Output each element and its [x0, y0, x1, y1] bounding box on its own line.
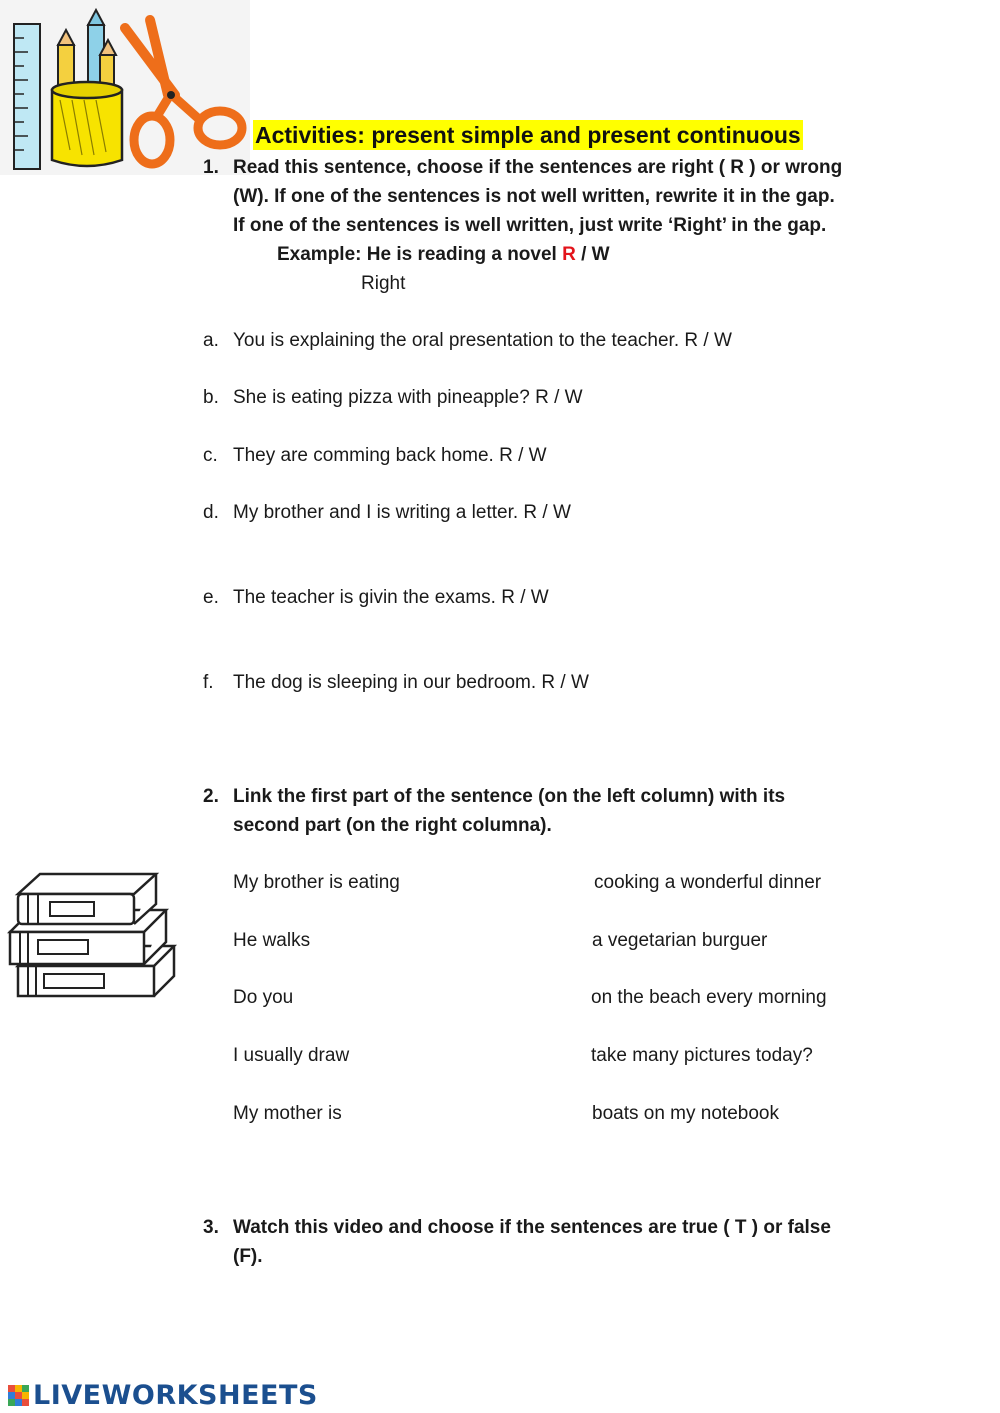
section1-number: 1.	[203, 157, 219, 178]
liveworksheets-logo[interactable]	[8, 1380, 318, 1412]
item-text: They are comming back home. R / W	[233, 445, 547, 466]
page-title: Activities: present simple and present continuous	[255, 122, 801, 148]
match-right-item: boats on my notebook	[592, 1103, 779, 1124]
example-suffix: / W	[575, 244, 610, 265]
section1-instruction-line2: (W). If one of the sentences is not well written, rewrite it in the gap.	[233, 186, 835, 207]
match-left-item: Do you	[233, 987, 294, 1008]
match-right-item: a vegetarian burguer	[592, 930, 768, 951]
logo-flag-icon	[8, 1385, 30, 1407]
match-right-item: cooking a wonderful dinner	[594, 872, 822, 893]
match-left-item: My mother is	[233, 1103, 342, 1124]
section3-instruction-line1: Watch this video and choose if the sentences are true ( T ) or false	[233, 1217, 831, 1238]
item-text: The dog is sleeping in our bedroom. R / W	[233, 672, 589, 693]
item-letter: e.	[203, 587, 219, 608]
match-left-item: My brother is eating	[233, 872, 400, 893]
match-right-item: take many pictures today?	[591, 1045, 813, 1066]
item-text: You is explaining the oral presentation to the teacher. R / W	[233, 330, 732, 351]
section3-number: 3.	[203, 1217, 219, 1238]
item-text: The teacher is givin the exams. R / W	[233, 587, 549, 608]
books-stack-icon	[4, 866, 182, 1000]
match-right-item: on the beach every morning	[591, 987, 827, 1008]
example-r: R	[562, 244, 576, 265]
section1-example-answer: Right	[361, 273, 406, 294]
section1-instruction-line1: Read this sentence, choose if the sentences are right ( R ) or wrong	[233, 157, 843, 178]
section2-instruction-line2: second part (on the right columna).	[233, 815, 552, 836]
section1-example	[277, 240, 610, 269]
item-text: My brother and I is writing a letter. R / W	[233, 502, 571, 523]
example-prefix: Example: He is reading a novel	[277, 244, 563, 265]
match-left-item: I usually draw	[233, 1045, 350, 1066]
item-letter: c.	[203, 445, 218, 466]
match-left-item: He walks	[233, 930, 311, 951]
school-supplies-icon	[0, 0, 250, 175]
item-letter: d.	[203, 502, 219, 523]
logo-text: LIVEWORKSHEETS	[33, 1380, 318, 1411]
item-letter: b.	[203, 387, 219, 408]
section2-number: 2.	[203, 786, 219, 807]
section3-instruction-line2: (F).	[233, 1246, 263, 1267]
section1-instruction-line3: If one of the sentences is well written, just write ‘Right’ in the gap.	[233, 215, 827, 236]
item-letter: a.	[203, 330, 219, 351]
item-letter: f.	[203, 672, 214, 693]
section2-instruction-line1: Link the first part of the sentence (on the left column) with its	[233, 786, 786, 807]
item-text: She is eating pizza with pineapple? R / W	[233, 387, 583, 408]
